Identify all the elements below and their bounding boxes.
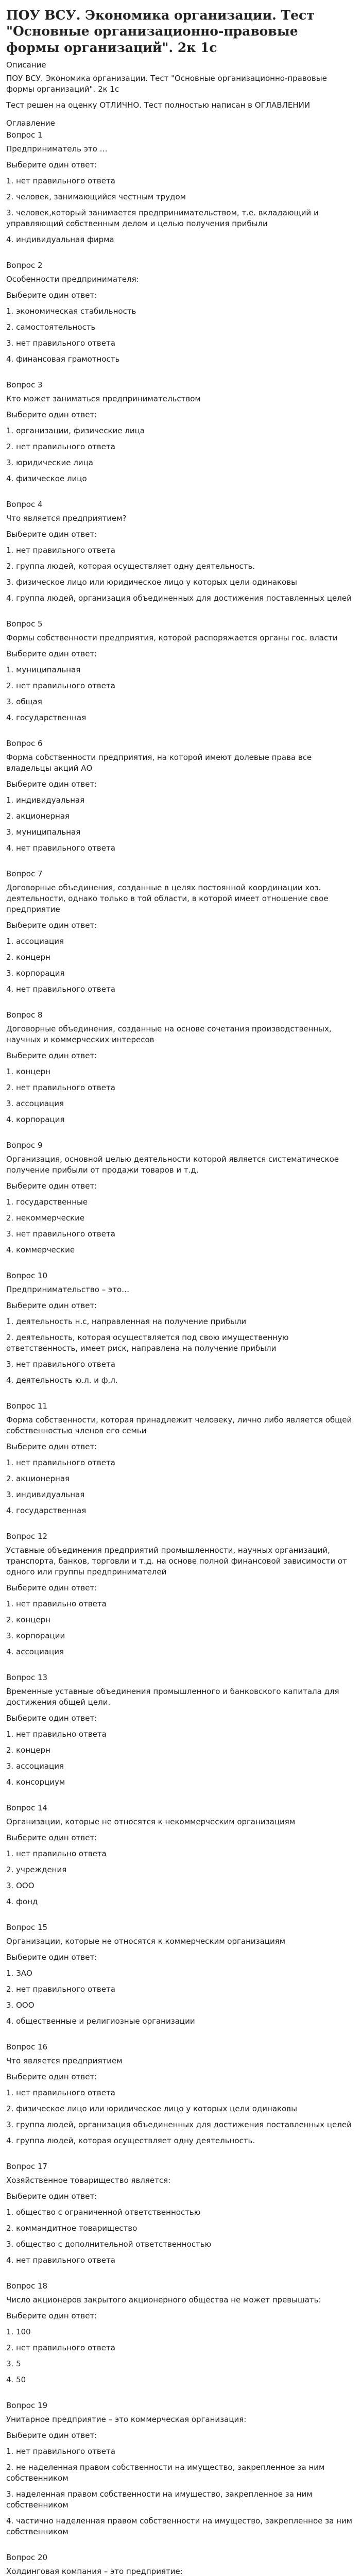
answer-option: 1. общество с ограниченной ответственностью <box>6 2207 201 2217</box>
choose-one-label: Выберите один ответ: <box>6 649 97 658</box>
answer-option: 1. муниципальная <box>6 665 81 674</box>
question-number: Вопрос 14 <box>6 1803 48 1812</box>
answer-option: 3. человек,который занимается предпринимательством, т.е. вкладающий и управляющий собственным делом и целью получения прибыли <box>6 208 319 228</box>
answer-option: 4. общественные и религиозные организации <box>6 2016 195 2026</box>
answer-option: 2. нет правильного ответа <box>6 1984 115 1994</box>
choose-one-label: Выберите один ответ: <box>6 1952 97 1962</box>
answer-option: 2. человек, занимающийся честным трудом <box>6 192 186 201</box>
answer-option: 2. акционерная <box>6 811 70 821</box>
answer-option: 1. нет правильного ответа <box>6 1458 115 1467</box>
description-text: ПОУ ВСУ. Экономика организации. Тест "Основные организационно-правовые формы организаций". 2к 1с <box>6 73 327 94</box>
answer-option: 3. юридические лица <box>6 457 93 467</box>
question-number: Вопрос 5 <box>6 619 43 629</box>
choose-one-label: Выберите один ответ: <box>6 779 97 789</box>
answer-option: 4. деятельность ю.л. и ф.л. <box>6 1375 118 1385</box>
answer-option: 4. 50 <box>6 2375 26 2384</box>
answer-option: 2. группа людей, которая осуществляет одну деятельность. <box>6 561 255 571</box>
question-number: Вопрос 10 <box>6 1270 48 1280</box>
question-block <box>6 1803 354 1907</box>
question-text: Организации, которые не относятся к коммерческим организациям <box>6 1936 286 1946</box>
answer-option: 3. ООО <box>6 2000 35 2010</box>
answer-option: 4. корпорация <box>6 1114 65 1124</box>
answer-option: 1. концерн <box>6 1066 50 1076</box>
answer-option: 4. физическое лицо <box>6 473 87 483</box>
answer-option: 1. деятельность н.с, направленная на получение прибыли <box>6 1316 247 1326</box>
question-number: Вопрос 9 <box>6 1140 43 1150</box>
choose-one-label: Выберите один ответ: <box>6 410 97 419</box>
answer-option: 2. нет правильного ответа <box>6 442 115 451</box>
answer-option: 1. нет правильно ответа <box>6 1849 107 1858</box>
answer-option: 3. физическое лицо или юридическое лицо у которых цели одинаковы <box>6 577 297 587</box>
answer-option: 4. государственная <box>6 713 87 722</box>
question-number: Вопрос 17 <box>6 2161 48 2171</box>
question-number: Вопрос 8 <box>6 1010 43 1020</box>
answer-option: 1. 100 <box>6 2327 31 2336</box>
question-text: Организации, которые не относятся к некоммерческим организациям <box>6 1817 296 1826</box>
answer-option: 2. концерн <box>6 1615 50 1624</box>
description-label: Описание <box>6 60 46 70</box>
answer-option: 1. нет правильного ответа <box>6 2088 115 2097</box>
choose-one-label: Выберите один ответ: <box>6 1181 97 1191</box>
question-block <box>6 1270 354 1386</box>
question-list <box>6 130 354 2576</box>
answer-option: 3. 5 <box>6 2359 21 2368</box>
answer-option: 2. не наделенная правом собственности на имущество, закрепленное за ним собственником <box>6 2462 325 2483</box>
question-text: Холдинговая компания – это предприятие: <box>6 2566 183 2576</box>
question-number: Вопрос 11 <box>6 1401 48 1411</box>
answer-option: 3. ассоциация <box>6 1098 64 1108</box>
answer-option: 3. общество с дополнительной ответственностью <box>6 2239 212 2249</box>
answer-option: 4. частично наделенная правом собственности на имущество, закрепленное за ним собственником <box>6 2516 352 2536</box>
question-text: Форма собственности предприятия, на которой имеют долевые права все владельцы акций АО <box>6 752 312 773</box>
question-text: Временные уставные объединения промышленного и банковского капитала для достижения общей цели. <box>6 1686 339 1707</box>
answer-option: 3. общая <box>6 697 42 706</box>
choose-one-label: Выберите один ответ: <box>6 1583 97 1592</box>
question-number: Вопрос 13 <box>6 1672 48 1682</box>
answer-option: 3. корпорация <box>6 968 65 978</box>
question-text: Уставные объединения предприятий промышленности, научных организаций, транспорта, банков, торговли и т.д. на основе полной финансовой зависимости от одного или группы предпринимателей <box>6 1545 347 1577</box>
answer-option: 3. индивидуальная <box>6 1489 85 1499</box>
choose-one-label: Выберите один ответ: <box>6 160 97 170</box>
answer-option: 3. нет правильного ответа <box>6 1229 115 1239</box>
question-block <box>6 130 354 245</box>
question-number: Вопрос 15 <box>6 1922 48 1932</box>
answer-option: 2. физическое лицо или юридическое лицо у которых цели одинаковы <box>6 2104 297 2113</box>
answer-option: 1. нет правильно ответа <box>6 1599 107 1608</box>
question-block <box>6 2161 354 2266</box>
answer-option: 2. концерн <box>6 1745 50 1755</box>
choose-one-label: Выберите один ответ: <box>6 1713 97 1723</box>
question-block <box>6 260 354 365</box>
choose-one-label: Выберите один ответ: <box>6 2072 97 2081</box>
answer-option: 4. ассоциация <box>6 1647 64 1656</box>
question-text: Число акционеров закрытого акционерного общества не может превышать: <box>6 2295 321 2304</box>
question-number: Вопрос 1 <box>6 130 43 140</box>
question-number: Вопрос 20 <box>6 2552 48 2562</box>
question-block <box>6 380 354 484</box>
choose-one-label: Выберите один ответ: <box>6 1050 97 1060</box>
question-text: Особенности предпринимателя: <box>6 274 139 284</box>
answer-option: 3. муниципальная <box>6 827 81 837</box>
question-text: Кто может заниматься предпринимательством <box>6 394 201 403</box>
answer-option: 2. коммандитное товарищество <box>6 2223 137 2233</box>
answer-option: 4. консорциум <box>6 1777 65 1787</box>
question-number: Вопрос 19 <box>6 2400 48 2410</box>
answer-option: 4. финансовая грамотность <box>6 354 120 364</box>
answer-option: 2. учреждения <box>6 1865 67 1874</box>
answer-option: 3. нет правильного ответа <box>6 338 115 348</box>
answer-option: 4. государственная <box>6 1505 87 1515</box>
question-block <box>6 2400 354 2537</box>
answer-option: 1. экономическая стабильность <box>6 306 136 316</box>
answer-option: 2. концерн <box>6 952 50 962</box>
question-text: Договорные объединения, созданные в целях постоянной координации хоз. деятельности, однако только в той области, в которой имеет отношение свое предприятие <box>6 883 329 914</box>
choose-one-label: Выберите один ответ: <box>6 529 97 539</box>
question-number: Вопрос 7 <box>6 869 43 878</box>
answer-option: 2. акционерная <box>6 1473 70 1483</box>
answer-option: 1. нет правильного ответа <box>6 545 115 555</box>
answer-option: 4. группа людей, организация объединенных для достижения поставленных целей <box>6 593 352 603</box>
answer-option: 4. фонд <box>6 1896 38 1906</box>
question-block <box>6 1401 354 1516</box>
answer-option: 2. нет правильного ответа <box>6 681 115 690</box>
answer-option: 2. нет правильного ответа <box>6 2343 115 2352</box>
question-text: Унитарное предприятие – это коммерческая организация: <box>6 2414 247 2424</box>
answer-option: 1. нет правильного ответа <box>6 176 115 185</box>
answer-option: 4. нет правильного ответа <box>6 843 115 853</box>
question-number: Вопрос 16 <box>6 2042 48 2052</box>
answer-option: 3. корпорации <box>6 1631 65 1640</box>
question-number: Вопрос 12 <box>6 1531 48 1541</box>
choose-one-label: Выберите один ответ: <box>6 1300 97 1310</box>
choose-one-label: Выберите один ответ: <box>6 2191 97 2201</box>
grade-note: Тест решен на оценку ОТЛИЧНО. Тест полностью написан в ОГЛАВЛЕНИИ <box>6 100 311 110</box>
question-text: Форма собственности, которая принадлежит человеку, лично либо является общей собственностью членов его семьи <box>6 1415 352 1435</box>
question-number: Вопрос 3 <box>6 380 43 389</box>
answer-option: 2. деятельность, которая осуществляется под свою имущественную ответственность, имеет риск, направлена на получение прибыли <box>6 1332 289 1353</box>
answer-option: 3. ассоциация <box>6 1761 64 1771</box>
document-title: ПОУ ВСУ. Экономика организации. Тест "Основные организационно-правовые формы организаций". 2к 1с <box>6 8 315 55</box>
answer-option: 1. индивидуальная <box>6 795 85 805</box>
question-block <box>6 1140 354 1256</box>
answer-option: 4. индивидуальная фирма <box>6 234 114 244</box>
question-block <box>6 2552 354 2576</box>
question-number: Вопрос 6 <box>6 738 43 748</box>
question-text: Что является предприятием <box>6 2056 123 2065</box>
answer-option: 1. ассоциация <box>6 936 64 946</box>
question-block <box>6 869 354 995</box>
answer-option: 4. нет правильного ответа <box>6 2255 115 2265</box>
question-text: Предпринимательство – это… <box>6 1284 130 1294</box>
toc-heading: Оглавление <box>6 118 55 128</box>
answer-option: 1. нет правильного ответа <box>6 2446 115 2456</box>
question-number: Вопрос 4 <box>6 499 43 509</box>
question-block <box>6 1531 354 1657</box>
answer-option: 3. нет правильного ответа <box>6 1359 115 1369</box>
choose-one-label: Выберите один ответ: <box>6 1442 97 1451</box>
question-text: Договорные объединения, созданные на основе сочетания производственных, научных и коммерческих интересов <box>6 1024 332 1044</box>
question-block <box>6 738 354 854</box>
question-number: Вопрос 18 <box>6 2281 48 2291</box>
answer-option: 2. нет правильного ответа <box>6 1082 115 1092</box>
choose-one-label: Выберите один ответ: <box>6 1833 97 1842</box>
question-block <box>6 1922 354 2027</box>
answer-option: 3. наделенная правом собственности на имущество, закрепленное за ним собственником <box>6 2489 313 2510</box>
question-block <box>6 1672 354 1788</box>
answer-option: 1. организации, физические лица <box>6 426 145 435</box>
question-text: Организация, основной целью деятельности которой является систематическое получение прибыли от продажи товаров и т.д. <box>6 1154 339 1175</box>
answer-option: 3. группа людей, организация объединенных для достижения поставленных целей <box>6 2120 352 2129</box>
answer-option: 4. нет правильного ответа <box>6 984 115 994</box>
question-number: Вопрос 2 <box>6 260 43 270</box>
answer-option: 1. государственные <box>6 1197 88 1207</box>
answer-option: 3. ООО <box>6 1880 35 1890</box>
question-text: Формы собственности предприятия, которой распоряжается органы гос. власти <box>6 633 338 642</box>
question-text: Предприниматель это … <box>6 144 108 154</box>
answer-option: 2. самостоятельность <box>6 322 96 332</box>
choose-one-label: Выберите один ответ: <box>6 290 97 300</box>
choose-one-label: Выберите один ответ: <box>6 2311 97 2320</box>
question-block <box>6 619 354 723</box>
choose-one-label: Выберите один ответ: <box>6 2430 97 2440</box>
answer-option: 2. некоммерческие <box>6 1213 85 1223</box>
answer-option: 4. коммерческие <box>6 1245 75 1255</box>
question-block <box>6 1010 354 1125</box>
question-text: Хозяйственное товарищество является: <box>6 2175 171 2185</box>
choose-one-label: Выберите один ответ: <box>6 920 97 930</box>
question-block <box>6 499 354 604</box>
question-block <box>6 2042 354 2146</box>
question-block <box>6 2281 354 2385</box>
answer-option: 1. ЗАО <box>6 1968 32 1978</box>
answer-option: 1. нет правильно ответа <box>6 1729 107 1739</box>
answer-option: 4. группа людей, которая осуществляет одну деятельность. <box>6 2136 255 2145</box>
question-text: Что является предприятием? <box>6 513 127 523</box>
